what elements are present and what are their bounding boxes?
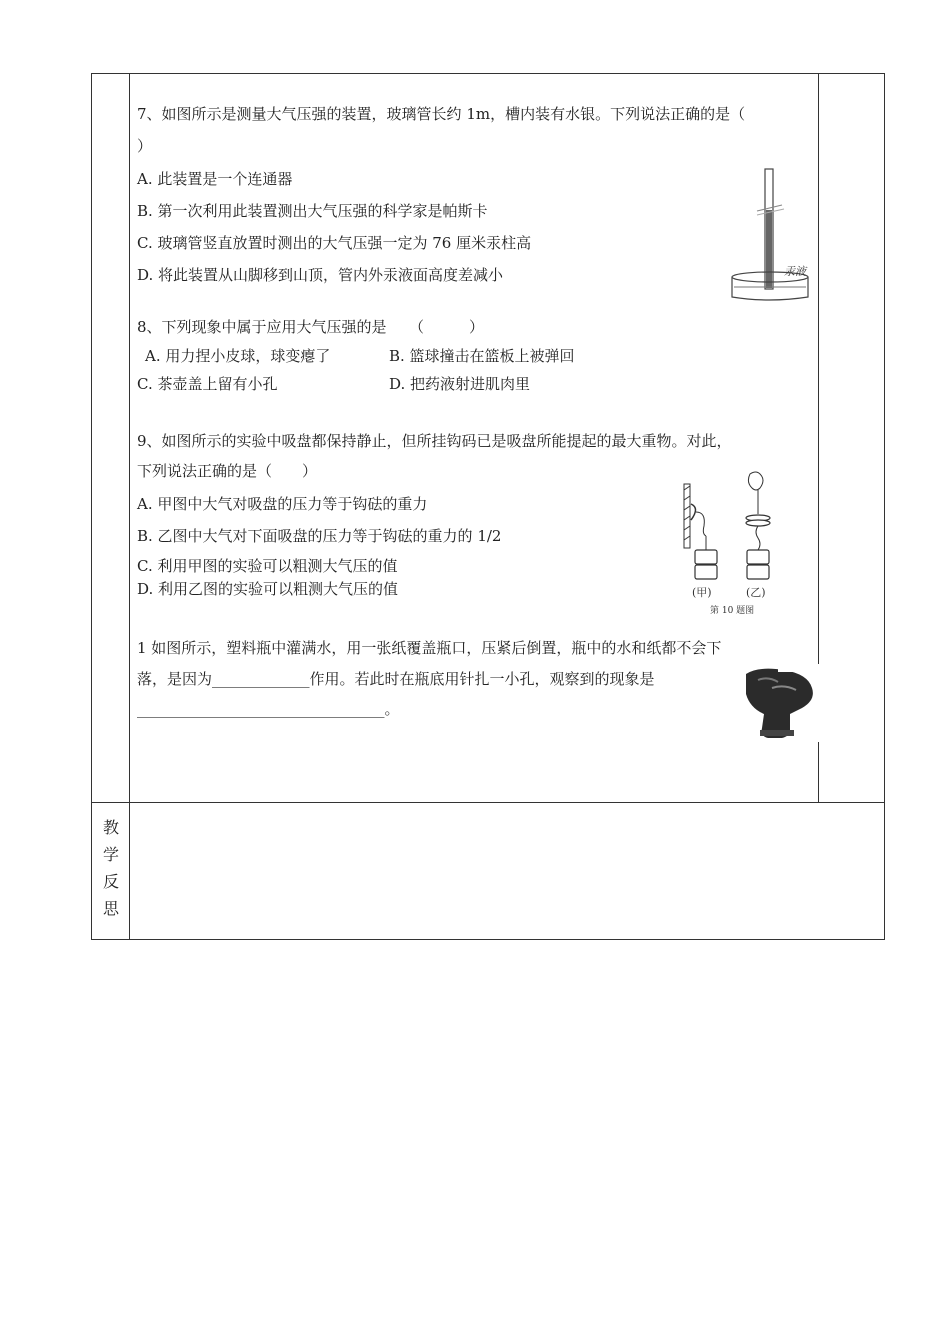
q9-option-a: A. 甲图中大气对吸盘的压力等于钩砝的重力 [137,495,428,513]
q8-option-c: C. 茶壶盖上留有小孔 [137,375,278,393]
q8-stem: 8、下列现象中属于应用大气压强的是 （ ） [137,318,485,336]
q9-option-c: C. 利用甲图的实验可以粗测大气压的值 [137,557,398,575]
table-bottom-border [91,939,885,940]
q8-option-d: D. 把药液射进肌肉里 [389,375,531,393]
inverted-bottle-figure [738,664,820,742]
reflection-label-1: 教 [102,818,119,837]
table-right-border [884,73,885,940]
reflection-label-4: 思 [102,899,119,918]
q8-option-b: B. 篮球撞击在篮板上被弹回 [389,347,575,365]
q9-stem-line1: 9、如图所示的实验中吸盘都保持静止，但所挂钩码已是吸盘所能提起的最大重物。对此， [137,432,732,450]
table-top-border [91,73,885,74]
q7-option-c: C. 玻璃管竖直放置时测出的大气压强一定为 76 厘米汞柱高 [137,234,532,252]
suction-cup-figure [680,468,792,616]
weight-b1 [747,550,769,564]
q10-line2: 落，是因为_____________作用。若此时在瓶底用针扎一小孔，观察到的现象是 [137,670,655,688]
q10-line1: 1 如图所示，塑料瓶中灌满水，用一张纸覆盖瓶口，压紧后倒置，瓶中的水和纸都不会下 [137,639,722,657]
mercury-column [766,210,772,288]
weight-b2 [747,565,769,579]
weight-a1 [695,550,717,564]
q9-option-d: D. 利用乙图的实验可以粗测大气压的值 [137,580,399,598]
mercury-label: 汞液 [784,265,806,278]
table-left-border [91,73,92,940]
fig-label-jia: (甲) [692,586,712,599]
q7-option-b: B. 第一次利用此装置测出大气压强的科学家是帕斯卡 [137,202,488,220]
fig-caption: 第 10 题图 [710,606,755,616]
table-row-divider [91,802,885,803]
q8-option-a: A. 用力捏小皮球，球变瘪了 [145,347,331,365]
reflection-label-3: 反 [102,872,119,891]
q9-stem-line2: 下列说法正确的是（ ） [137,462,318,480]
q10-line3: _________________________________。 [137,700,400,718]
q7-stem-line1: 7、如图所示是测量大气压强的装置，玻璃管长约 1m，槽内装有水银。下列说法正确的是（ [137,105,746,123]
q7-stem-line2: ） [137,137,153,155]
torricelli-tube-figure [722,165,822,305]
q9-option-b: B. 乙图中大气对下面吸盘的压力等于钩砝的重力的 1/2 [137,527,502,545]
weight-a2 [695,565,717,579]
fig-label-yi: (乙) [746,586,766,599]
label-column-divider [129,73,130,940]
suction-cup-a [691,504,696,520]
q7-option-d: D. 将此装置从山脚移到山顶，管内外汞液面高度差减小 [137,266,504,284]
q7-option-a: A. 此装置是一个连通器 [137,170,293,188]
reflection-label-2: 学 [102,845,119,864]
